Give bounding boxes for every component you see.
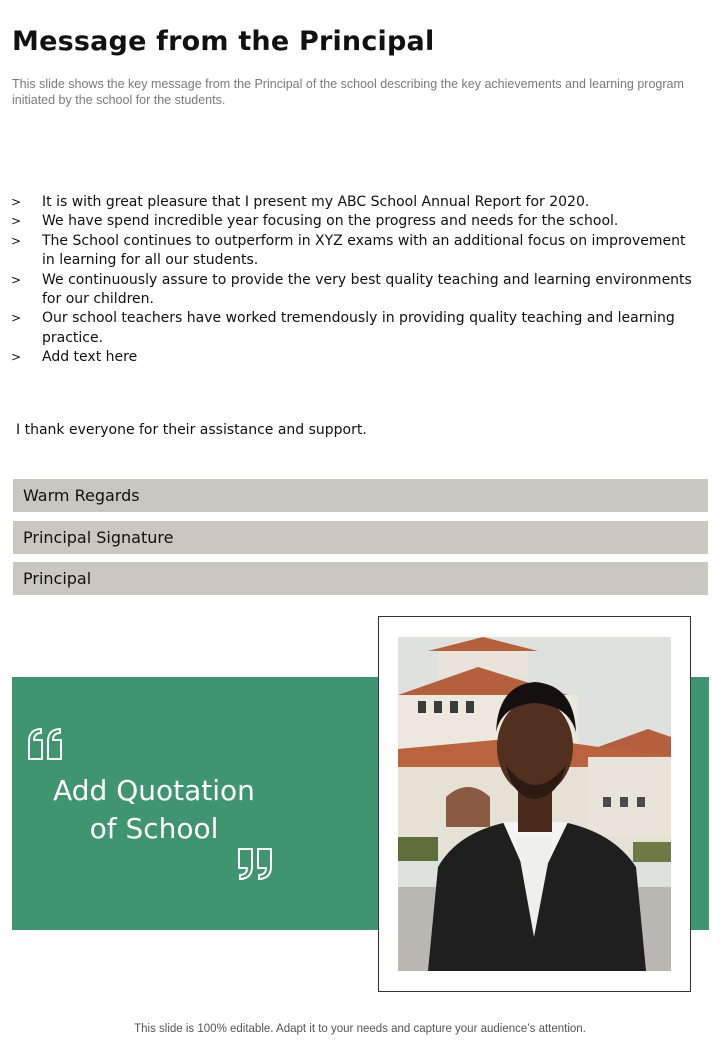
bullet-text: We continuously assure to provide the very best quality teaching and learning environments for our children.: [42, 271, 692, 308]
principal-signature-text: Principal Signature: [23, 528, 174, 547]
warm-regards-band: [13, 479, 708, 512]
quotation-line-1: Add Quotation: [53, 774, 255, 807]
thanks-text: I thank everyone for their assistance and support.: [16, 422, 367, 438]
bullet-marker: >: [11, 311, 22, 326]
bullet-text: It is with great pleasure that I present my ABC School Annual Report for 2020.: [42, 194, 590, 210]
close-quote-icon: [234, 845, 274, 881]
bullet-text: Our school teachers have worked tremendously in providing quality teaching and learning practice.: [42, 310, 675, 346]
message-bullet-list: [10, 193, 700, 368]
bullet-marker: >: [11, 195, 22, 209]
list-item: [10, 212, 700, 231]
list-item: [10, 193, 700, 212]
bullet-text: We have spend incredible year focusing on the progress and needs for the school.: [42, 213, 619, 230]
footer-note: This slide is 100% editable. Adapt it to your needs and capture your audience’s attention.: [134, 1023, 586, 1035]
bullet-text: Add text here: [42, 349, 138, 366]
principal-photo: [398, 637, 671, 971]
list-item: [10, 271, 700, 310]
bullet-marker: >: [11, 350, 22, 365]
bullet-text: The School continues to outperform in XYZ exams with an additional focus on improvement in learning for all our students.: [42, 232, 686, 269]
bullet-marker: >: [11, 214, 22, 229]
list-item: [10, 309, 700, 348]
list-item: [10, 348, 700, 367]
principal-signature-band: [13, 521, 708, 554]
warm-regards-text: Warm Regards: [23, 486, 140, 505]
bullet-marker: >: [11, 272, 22, 287]
principal-role-text: Principal: [23, 569, 92, 588]
page-title: Message from the Principal: [12, 26, 435, 57]
quotation-text: [20, 772, 288, 848]
principal-role-band: [13, 562, 708, 595]
list-item: [10, 232, 700, 271]
quotation-line-2: of School: [89, 812, 219, 845]
bullet-marker: >: [11, 233, 22, 248]
page-subtitle: This slide shows the key message from the Principal of the school describing the key achievements and learning program initiated by the school for the students.: [12, 77, 684, 107]
open-quote-icon: [26, 727, 66, 763]
